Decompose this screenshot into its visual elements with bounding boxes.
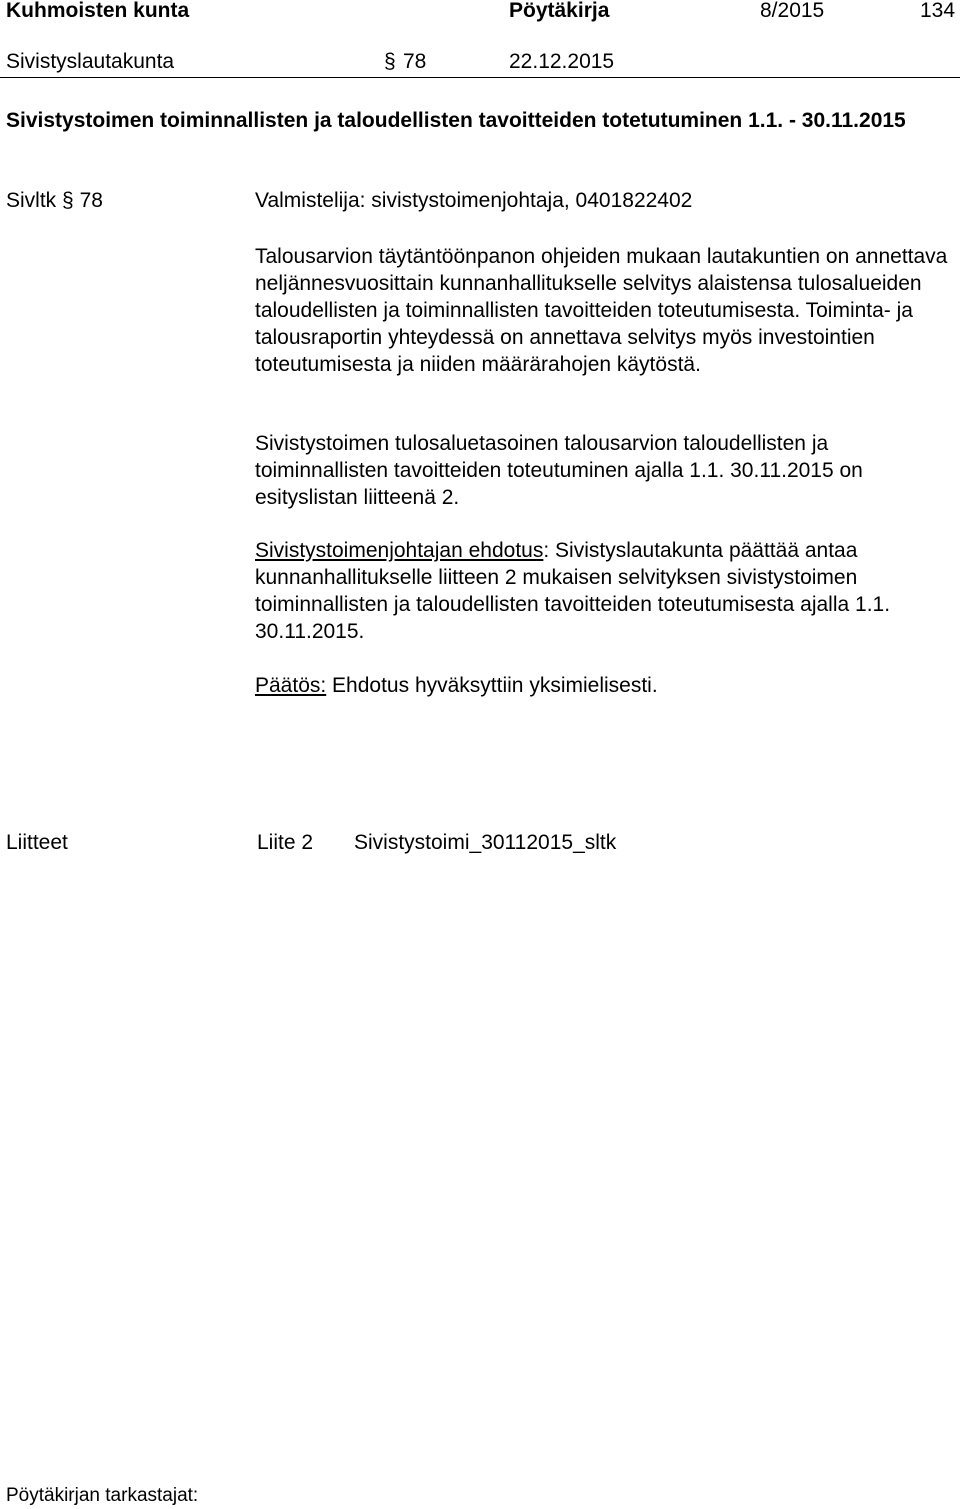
decision-text: Ehdotus hyväksyttiin yksimielisesti. bbox=[326, 674, 658, 697]
proposal-paragraph bbox=[255, 537, 945, 645]
item-reference bbox=[6, 189, 103, 213]
paragraph-background: Talousarvion täytäntöönpanon ohjeiden mukaan lautakuntien on annettava neljännesvuosittain kunnanhallitukselle selvitys alaistensa tulosalueiden taloudellisten ja toiminnallisten tavoitteiden toteutumisesta. Toiminta- ja talousraportin yhteydessä on annettava selvitys myös investointien toteutumisesta ja niiden määrärahojen käytöstä. bbox=[255, 245, 948, 376]
page-number: 134 bbox=[920, 0, 956, 22]
attachments-label: Liitteet bbox=[6, 831, 68, 854]
committee-name: Sivistyslautakunta bbox=[6, 50, 175, 73]
proposal-text: Sivistyslautakunta päättää antaa kunnanhallitukselle liitteen 2 mukaisen selvityksen sivistystoimen toiminnallisten ja taloudellisten tavoitteiden toteutumisesta ajalla 1.1. 30.11.2015. bbox=[255, 539, 891, 643]
item-ref-label: Sivltk bbox=[6, 189, 57, 212]
document-number: 8/2015 bbox=[760, 0, 825, 22]
attachment-item-label: Liite 2 bbox=[257, 831, 314, 854]
header-divider bbox=[0, 77, 960, 78]
section-number: 78 bbox=[403, 50, 427, 73]
decision-paragraph bbox=[255, 672, 955, 699]
section-sign-icon: § bbox=[62, 189, 74, 212]
item-ref-number: 78 bbox=[79, 189, 103, 212]
proposal-label: Sivistystoimenjohtajan ehdotus bbox=[255, 539, 544, 562]
document-type: Pöytäkirja bbox=[509, 0, 610, 22]
paragraph-attachment-info: Sivistystoimen tulosaluetasoinen talousarvion taloudellisten ja toiminnallisten tavoitteiden toteutuminen ajalla 1.1. 30.11.2015 on esityslistan liitteenä 2. bbox=[255, 432, 863, 509]
decision-label: Päätös: bbox=[255, 674, 327, 697]
proposal-colon: : bbox=[543, 539, 550, 562]
section-sign-icon: § bbox=[384, 50, 396, 73]
preparer-line: Valmistelija: sivistystoimenjohtaja, 0401822402 bbox=[255, 189, 693, 212]
organization-name: Kuhmoisten kunta bbox=[6, 0, 190, 22]
page-title: Sivistystoimen toiminnallisten ja taloudellisten tavoitteiden totetutuminen 1.1. - 30.11.2015 bbox=[6, 109, 906, 132]
meeting-date: 22.12.2015 bbox=[509, 50, 615, 73]
attachment-file-name[interactable]: Sivistystoimi_30112015_sltk bbox=[354, 831, 617, 854]
reviewers-label: Pöytäkirjan tarkastajat: bbox=[6, 1485, 199, 1506]
